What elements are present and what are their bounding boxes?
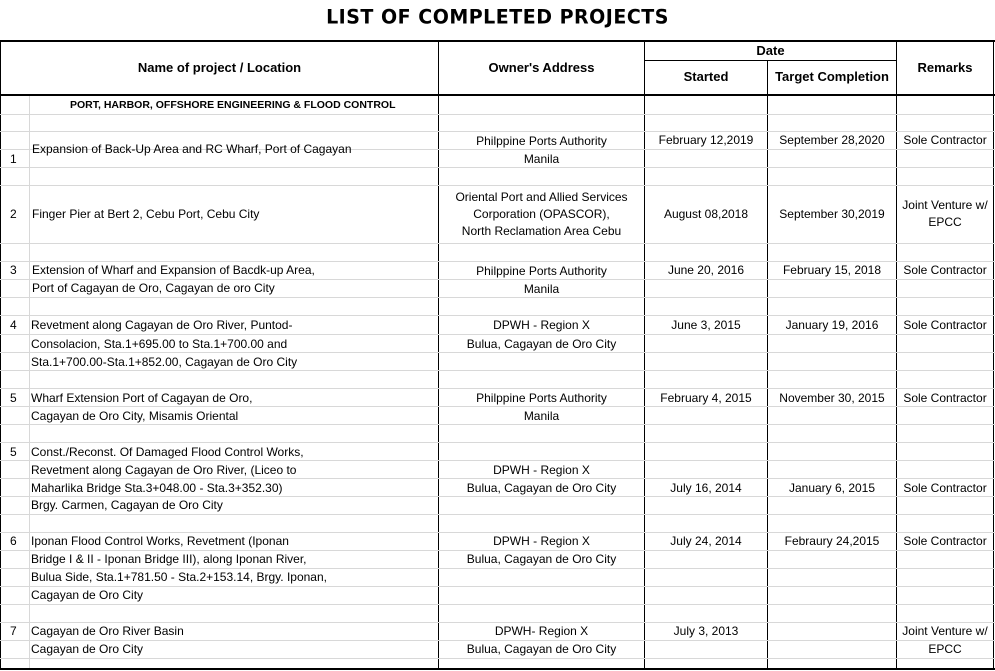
table-bottom-rule bbox=[0, 668, 995, 670]
owner-line: DPWH - Region X bbox=[493, 318, 590, 332]
header-date: Date bbox=[756, 43, 785, 58]
owner-line: Bulua, Cagayan de Oro City bbox=[466, 337, 617, 351]
started-date: June 20, 2016 bbox=[667, 263, 745, 277]
owner-line: DPWH- Region X bbox=[494, 624, 589, 638]
owner-line: DPWH - Region X bbox=[493, 534, 590, 548]
started-date: July 24, 2014 bbox=[670, 534, 742, 548]
remarks: EPCC bbox=[928, 215, 962, 229]
owner-line: Philppine Ports Authority bbox=[476, 391, 607, 405]
header-top-rule bbox=[0, 40, 995, 42]
project-name-line: Revetment along Cagayan de Oro River, Puntod- bbox=[31, 318, 293, 332]
owner-line: Corporation (OPASCOR), bbox=[473, 207, 610, 221]
started-date: July 16, 2014 bbox=[670, 481, 742, 495]
row-number: 5 bbox=[10, 445, 17, 459]
header-bottom-rule bbox=[0, 94, 995, 96]
owner-line: Bulua, Cagayan de Oro City bbox=[466, 642, 617, 656]
remarks: Sole Contractor bbox=[903, 263, 987, 277]
target-date: November 30, 2015 bbox=[779, 391, 885, 405]
row-number: 1 bbox=[10, 152, 17, 166]
row-number: 5 bbox=[10, 391, 17, 405]
project-name-line: Cagayan de Oro City bbox=[31, 588, 144, 602]
date-divider bbox=[645, 60, 896, 61]
row-number: 3 bbox=[10, 263, 17, 277]
col-line bbox=[993, 40, 994, 670]
row-number: 6 bbox=[10, 534, 17, 548]
project-name-line: Wharf Extension Port of Cagayan de Oro, bbox=[31, 391, 253, 405]
project-name-line: Cagayan de Oro City bbox=[31, 642, 144, 656]
target-date: February 15, 2018 bbox=[782, 263, 882, 277]
row-number: 7 bbox=[10, 624, 17, 638]
owner-line: Philppine Ports Authority bbox=[476, 264, 607, 278]
started-date: August 08,2018 bbox=[663, 207, 749, 221]
project-name-line: Cagayan de Oro City, Misamis Oriental bbox=[31, 409, 239, 423]
remarks: Sole Contractor bbox=[903, 133, 987, 147]
remarks: Joint Venture w/ bbox=[902, 198, 988, 212]
owner-line: North Reclamation Area Cebu bbox=[461, 224, 622, 238]
project-name-line: Bulua Side, Sta.1+781.50 - Sta.2+153.14, Brgy. Iponan, bbox=[31, 570, 327, 584]
remarks: Sole Contractor bbox=[903, 481, 987, 495]
remarks: EPCC bbox=[928, 642, 962, 656]
header-target: Target Completion bbox=[775, 69, 889, 84]
header-started: Started bbox=[683, 69, 729, 84]
started-date: February 4, 2015 bbox=[660, 391, 752, 405]
remarks: Sole Contractor bbox=[903, 534, 987, 548]
target-date: September 30,2019 bbox=[779, 207, 885, 221]
project-name-line: Const./Reconst. Of Damaged Flood Control Works, bbox=[31, 445, 304, 459]
target-date: Febraury 24,2015 bbox=[784, 534, 880, 548]
project-name-line: Maharlika Bridge Sta.3+048.00 - Sta.3+352.30) bbox=[31, 481, 283, 495]
header-owner: Owner's Address bbox=[488, 60, 595, 75]
project-name-line: Consolacion, Sta.1+695.00 to Sta.1+700.00 and bbox=[31, 337, 288, 351]
project-name-line: Sta.1+700.00-Sta.1+852.00, Cagayan de Oro City bbox=[31, 355, 298, 369]
project-name-line: Bridge I & II - Iponan Bridge III), along Iponan River, bbox=[31, 552, 307, 566]
page-title: LIST OF COMPLETED PROJECTS bbox=[326, 5, 669, 29]
col-line bbox=[29, 96, 30, 668]
owner-line: Oriental Port and Allied Services bbox=[455, 190, 628, 204]
project-name-line: Port of Cagayan de Oro, Cagayan de oro City bbox=[32, 281, 275, 295]
col-line bbox=[0, 40, 1, 670]
target-date: January 6, 2015 bbox=[788, 481, 876, 495]
section-heading: PORT, HARBOR, OFFSHORE ENGINEERING & FLOOD CONTROL bbox=[70, 99, 396, 111]
project-name-line: Iponan Flood Control Works, Revetment (Iponan bbox=[31, 534, 289, 548]
project-name-line: Expansion of Back-Up Area and RC Wharf, Port of Cagayan bbox=[32, 142, 352, 156]
target-date: September 28,2020 bbox=[779, 133, 885, 147]
header-remarks: Remarks bbox=[917, 60, 973, 75]
header-name: Name of project / Location bbox=[137, 60, 302, 75]
remarks: Joint Venture w/ bbox=[902, 624, 988, 638]
started-date: July 3, 2013 bbox=[673, 624, 739, 638]
project-name-line: Cagayan de Oro River Basin bbox=[31, 624, 184, 638]
project-name-line: Revetment along Cagayan de Oro River, (Liceo to bbox=[31, 463, 297, 477]
row-number: 4 bbox=[10, 318, 17, 332]
started-date: June 3, 2015 bbox=[671, 318, 741, 332]
owner-line: Manila bbox=[523, 282, 560, 296]
col-line bbox=[767, 60, 768, 670]
owner-line: Bulua, Cagayan de Oro City bbox=[466, 552, 617, 566]
owner-line: Manila bbox=[523, 152, 560, 166]
remarks: Sole Contractor bbox=[903, 318, 987, 332]
target-date: January 19, 2016 bbox=[785, 318, 879, 332]
owner-line: Manila bbox=[523, 409, 560, 423]
project-name-line: Finger Pier at Bert 2, Cebu Port, Cebu City bbox=[32, 207, 260, 221]
row-number: 2 bbox=[10, 207, 17, 221]
owner-line: Bulua, Cagayan de Oro City bbox=[466, 481, 617, 495]
owner-line: Philppine Ports Authority bbox=[476, 134, 607, 148]
project-name-line: Brgy. Carmen, Cagayan de Oro City bbox=[31, 498, 223, 512]
started-date: February 12,2019 bbox=[658, 133, 754, 147]
owner-line: DPWH - Region X bbox=[493, 463, 590, 477]
project-name-line: Extension of Wharf and Expansion of Bacdk-up Area, bbox=[32, 263, 315, 277]
remarks: Sole Contractor bbox=[903, 391, 987, 405]
